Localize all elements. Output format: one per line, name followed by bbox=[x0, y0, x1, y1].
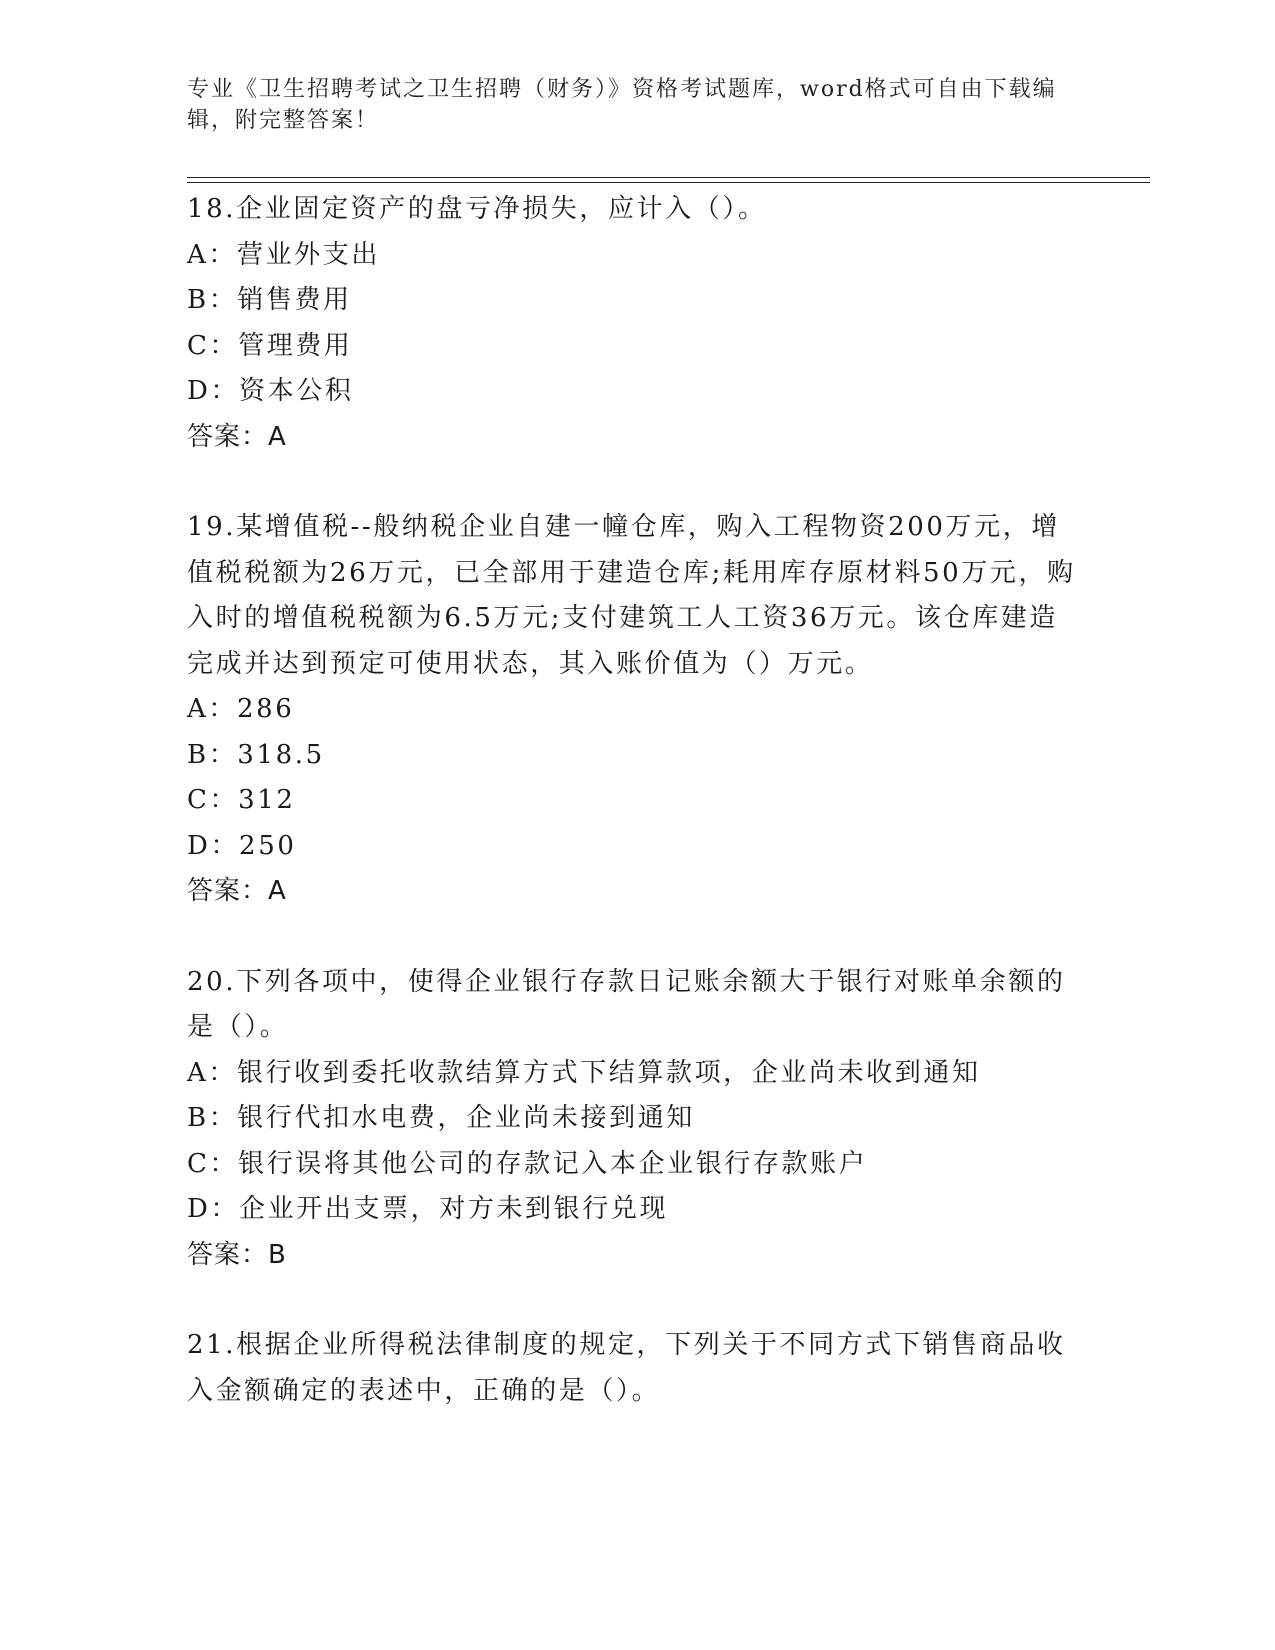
question-19 bbox=[187, 505, 1077, 915]
question-18 bbox=[187, 187, 1077, 460]
option-b: B：销售费用 bbox=[187, 285, 352, 315]
answer-line: 答案：B bbox=[187, 1239, 287, 1270]
option-a: A：银行收到委托收款结算方式下结算款项，企业尚未收到通知 bbox=[187, 1057, 981, 1088]
option-c: C：312 bbox=[187, 785, 296, 815]
answer-line: 答案：A bbox=[187, 876, 287, 906]
option-a: A：营业外支出 bbox=[187, 239, 380, 270]
header-divider-top bbox=[187, 177, 1150, 178]
question-list bbox=[187, 187, 1077, 1414]
option-b: B：银行代扣水电费，企业尚未接到通知 bbox=[187, 1103, 695, 1133]
question-text: 18.企业固定资产的盘亏净损失，应计入（）。 bbox=[187, 194, 767, 224]
question-text: 21.根据企业所得税法律制度的规定，下列关于不同方式下销售商品收入金额确定的表述中，正确的是（）。 bbox=[187, 1330, 1066, 1406]
option-d: D：资本公积 bbox=[187, 376, 354, 406]
question-20 bbox=[187, 960, 1077, 1279]
option-a: A：286 bbox=[187, 694, 295, 724]
question-21 bbox=[187, 1323, 1077, 1414]
option-d: D：250 bbox=[187, 830, 297, 861]
option-d: D：企业开出支票，对方未到银行兑现 bbox=[187, 1194, 669, 1224]
question-text: 20.下列各项中，使得企业银行存款日记账余额大于银行对账单余额的是（）。 bbox=[187, 966, 1066, 1042]
question-text: 19.某增值税--般纳税企业自建一幢仓库，购入工程物资200万元，增值税税额为26万元，已全部用于建造仓库;耗用库存原材料50万元，购入时的增值税税额为6.5万元;支付建筑工人工资36万元。该仓库建造完成并达到预定可使用状态，其入账价值为（）万元。 bbox=[187, 512, 1076, 679]
answer-line: 答案：A bbox=[187, 421, 287, 452]
header-divider-bottom bbox=[187, 182, 1150, 183]
document-header: 专业《卫生招聘考试之卫生招聘（财务）》资格考试题库，word格式可自由下载编辑，附完整答案！ bbox=[187, 77, 1057, 133]
option-c: C：银行误将其他公司的存款记入本企业银行存款账户 bbox=[187, 1148, 868, 1179]
option-b: B：318.5 bbox=[187, 739, 325, 770]
option-c: C：管理费用 bbox=[187, 330, 353, 361]
